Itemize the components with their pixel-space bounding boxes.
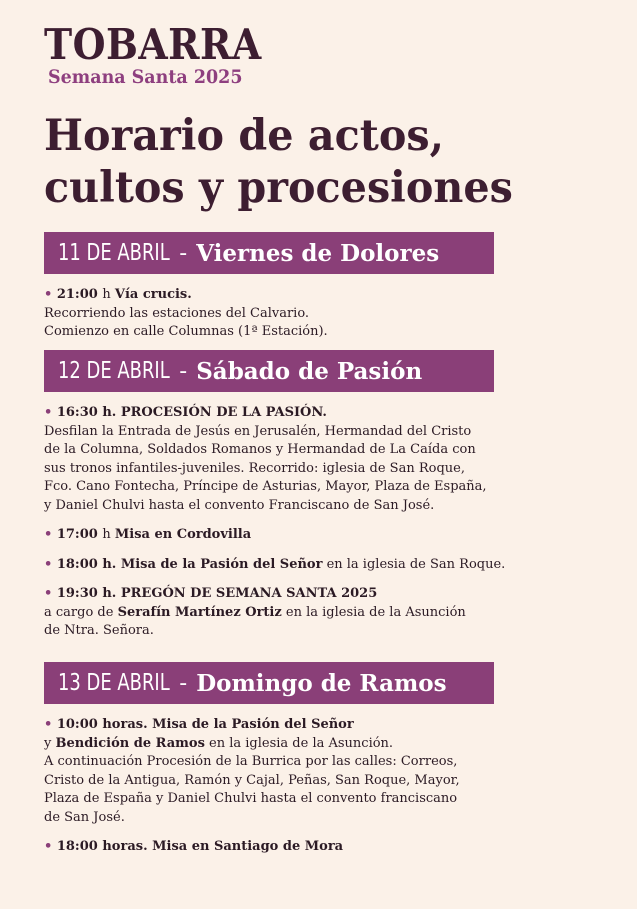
- event-text: Fco. Cano Fontecha, Príncipe de Asturias, Mayor, Plaza de España,: [44, 479, 487, 494]
- page-title-line: cultos y procesiones: [44, 163, 513, 213]
- event-text-bold: 18:00 h. Misa de la Pasión del Señor: [56, 556, 323, 572]
- brand-subtitle: Semana Santa 2025: [48, 66, 243, 88]
- event-line: [44, 497, 604, 516]
- event-text: sus tronos infantiles-juveniles. Recorrido: iglesia de San Roque,: [44, 460, 465, 476]
- day-banner: [44, 232, 494, 274]
- event-text-bold: 10:00 horas. Misa de la Pasión del Señor: [56, 717, 354, 732]
- event-line: [44, 478, 604, 497]
- day-separator: -: [179, 670, 188, 696]
- schedule-event: [44, 556, 604, 575]
- event-line: [44, 556, 604, 575]
- event-text: Desfilan la Entrada de Jesús en Jerusalén, Hermandad del Cristo: [44, 423, 472, 439]
- event-line: [44, 423, 604, 442]
- page-title-line: Horario de actos,: [44, 111, 444, 161]
- event-text: en la iglesia de San Roque.: [322, 556, 506, 572]
- brand-title: TOBARRA: [44, 20, 262, 69]
- event-text-bold: 16:30 h. PROCESIÓN DE LA PASIÓN.: [56, 405, 327, 420]
- event-line: [44, 286, 604, 305]
- event-text: y: [44, 735, 56, 751]
- schedule-event: [44, 286, 604, 342]
- event-line: [44, 460, 604, 479]
- event-text-bold: 21:00: [56, 287, 103, 302]
- day-separator: -: [179, 358, 188, 384]
- event-text-bold: Bendición de Ramos: [55, 735, 205, 751]
- event-text: Recorriendo las estaciones del Calvario.: [44, 305, 310, 321]
- event-line: [44, 404, 604, 423]
- event-text: a cargo de: [44, 604, 118, 620]
- day-events: [44, 286, 604, 342]
- event-text-bold: Vía crucis.: [114, 287, 192, 302]
- event-text-bold: Serafín Martínez Ortiz: [117, 604, 282, 620]
- bullet-icon: •: [44, 405, 57, 420]
- day-date: 13 DE ABRIL: [58, 670, 170, 696]
- schedule-event: [44, 716, 604, 827]
- event-text-bold: 18:00 horas. Misa en Santiago de Mora: [56, 839, 344, 854]
- event-line: [44, 585, 604, 604]
- event-line: [44, 441, 604, 460]
- day-name: Sábado de Pasión: [196, 357, 423, 385]
- event-line: [44, 526, 604, 545]
- day-banner: [44, 662, 494, 704]
- event-line: [44, 305, 604, 324]
- bullet-icon: •: [44, 839, 57, 854]
- schedule-event: [44, 526, 604, 545]
- event-text: Cristo de la Antigua, Ramón y Cajal, Peñas, San Roque, Mayor,: [44, 772, 460, 788]
- event-line: [44, 809, 604, 828]
- event-text: Plaza de España y Daniel Chulvi hasta el convento franciscano: [44, 791, 458, 806]
- day-banner: [44, 350, 494, 392]
- brand-block: [44, 22, 286, 88]
- day-date: 11 DE ABRIL: [58, 240, 170, 266]
- event-text: de San José.: [44, 809, 125, 825]
- event-line: [44, 323, 604, 342]
- bullet-icon: •: [44, 717, 57, 732]
- schedule-event: [44, 404, 604, 515]
- event-text-bold: Misa en Cordovilla: [114, 527, 252, 542]
- event-text: de Ntra. Señora.: [44, 623, 154, 638]
- event-text: A continuación Procesión de la Burrica por las calles: Correos,: [44, 754, 458, 769]
- event-line: [44, 772, 604, 791]
- event-text: Comienzo en calle Columnas (1ª Estación).: [44, 324, 328, 339]
- bullet-icon: •: [44, 287, 57, 302]
- day-name: Domingo de Ramos: [196, 669, 447, 697]
- event-text: en la iglesia de la Asunción.: [204, 735, 394, 751]
- event-line: [44, 622, 604, 641]
- event-text: de la Columna, Soldados Romanos y Hermandad de La Caída con: [44, 442, 476, 457]
- event-text: h: [102, 527, 115, 542]
- event-line: [44, 753, 604, 772]
- event-text: en la iglesia de la Asunción: [281, 604, 466, 620]
- day-name: Viernes de Dolores: [196, 239, 440, 267]
- schedule-event: [44, 585, 604, 641]
- day-separator: -: [179, 240, 188, 266]
- bullet-icon: •: [44, 586, 57, 601]
- event-text: h: [102, 287, 115, 302]
- day-date: 12 DE ABRIL: [58, 358, 170, 384]
- schedule-event: [44, 838, 604, 857]
- event-text-bold: 17:00: [56, 527, 103, 542]
- event-text-bold: 19:30 h. PREGÓN DE SEMANA SANTA 2025: [56, 586, 378, 601]
- event-text: y Daniel Chulvi hasta el convento Franciscano de San José.: [44, 497, 435, 513]
- page-title: [44, 110, 513, 214]
- event-line: [44, 790, 604, 809]
- day-events: [44, 404, 604, 641]
- day-events: [44, 716, 604, 857]
- event-line: [44, 604, 604, 623]
- bullet-icon: •: [44, 527, 57, 542]
- event-line: [44, 716, 604, 735]
- event-line: [44, 838, 604, 857]
- event-line: [44, 735, 604, 754]
- bullet-icon: •: [44, 556, 57, 572]
